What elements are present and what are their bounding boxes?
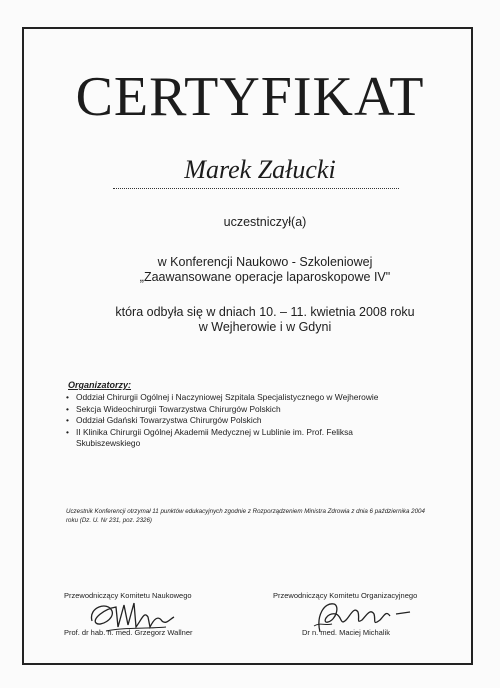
right-signature-name: Dr n. med. Maciej Michalik bbox=[302, 628, 390, 637]
left-signature-title: Przewodniczący Komitetu Naukowego bbox=[64, 591, 192, 600]
recipient-name: Marek Załucki bbox=[184, 155, 336, 184]
list-item: • Oddział Gdański Towarzystwa Chirurgów Polskich bbox=[64, 415, 414, 427]
date-line: która odbyła się w dniach 10. – 11. kwietnia 2008 roku bbox=[115, 305, 415, 319]
place-line: w Wejherowie i w Gdyni bbox=[198, 320, 332, 334]
name-dotted-line bbox=[113, 188, 399, 189]
organizers-heading: Organizatorzy: bbox=[68, 380, 132, 390]
list-item: • Sekcja Wideochirurgii Towarzystwa Chirurgów Polskich bbox=[64, 404, 414, 416]
left-signature-name: Prof. dr hab. n. med. Grzegorz Wallner bbox=[64, 628, 193, 637]
conference-line-2: „Zaawansowane operacje laparoskopowe IV" bbox=[139, 270, 391, 284]
right-signature-title: Przewodniczący Komitetu Organizacyjnego bbox=[273, 591, 418, 600]
certificate-title: CERTYFIKAT bbox=[75, 66, 425, 128]
list-item: • II Klinika Chirurgii Ogólnej Akademii Medycznej w Lublinie im. Prof. Feliksa Skubiszewskiego bbox=[64, 427, 414, 450]
organizers-list bbox=[64, 392, 414, 450]
conference-line-1: w Konferencji Naukowo - Szkoleniowej bbox=[157, 255, 373, 269]
list-item: • Oddział Chirurgii Ogólnej i Naczyniowej Szpitala Specjalistycznego w Wejherowie bbox=[64, 392, 414, 404]
education-points-note: Uczestnik Konferencji otrzymał 11 punktów edukacyjnych zgodnie z Rozporządzeniem Ministra Zdrowia z dnia 6 października 2004 roku (Dz. U. Nr 231, poz. 2326) bbox=[66, 508, 425, 524]
participation-text: uczestniczył(a) bbox=[223, 215, 307, 229]
